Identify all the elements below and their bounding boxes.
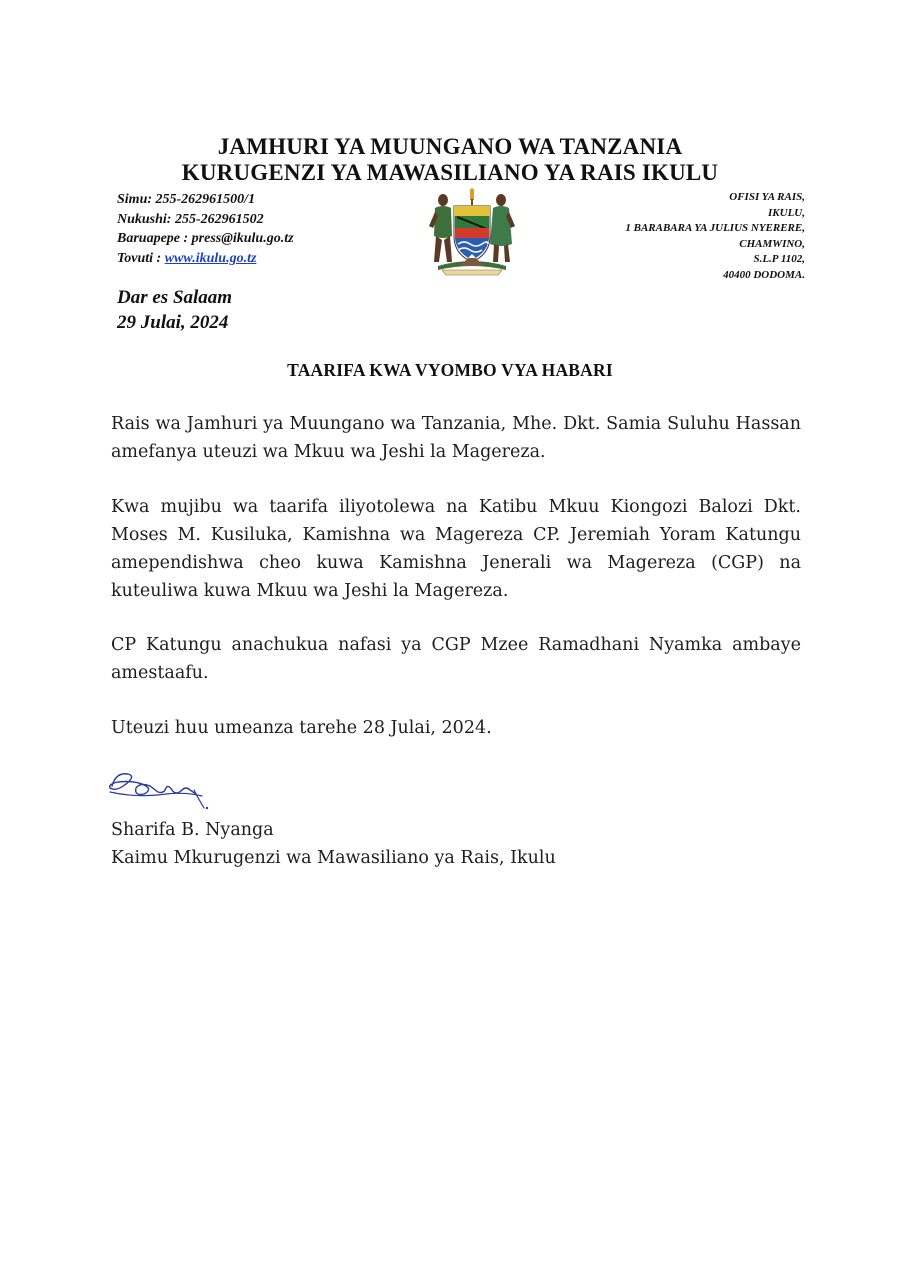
address-line: OFISI YA RAIS, [729,191,805,203]
body-paragraph-4: Uteuzi huu umeanza tarehe 28 Julai, 2024. [111,718,492,738]
contact-website-row [117,249,294,269]
place-date-block [117,285,232,335]
body-paragraph-1: Rais wa Jamhuri ya Muungano wa Tanzania, Mhe. Dkt. Samia Suluhu Hassan amefanya uteuzi wa Mkuu wa Jeshi la Magereza. [111,414,801,462]
address-block [625,190,805,284]
date: 29 Julai, 2024 [117,312,229,333]
contact-phone: Simu: 255-262961500/1 [117,192,256,207]
address-line: S.L.P 1102, [753,253,805,266]
signer-name: Sharifa B. Nyanga [111,820,274,840]
signer-block [111,816,556,872]
body-paragraph-3: CP Katungu anachukua nafasi ya CGP Mzee Ramadhani Nyamka ambaye amestaafu. [111,635,801,683]
contact-fax: Nukushi: 255-262961502 [117,211,264,227]
address-line: 40400 DODOMA. [723,268,805,281]
header-title-line1: JAMHURI YA MUUNGANO WA TANZANIA [217,134,683,159]
coat-of-arms-icon [424,186,520,276]
contact-website-label: Tovuti : [117,250,165,266]
contact-block [117,190,294,268]
body-paragraph-2: Kwa mujibu wa taarifa iliyotolewa na Katibu Mkuu Kiongozi Balozi Dkt. Moses M. Kusiluka, Kamishna wa Magereza CP. Jeremiah Yoram Katungu amependishwa cheo kuwa Kamishna Jenerali wa Magereza (CGP) na kuteuliwa kuwa Mkuu wa Jeshi la Magereza. [111,497,801,601]
document-heading: TAARIFA KWA VYOMBO VYA HABARI [287,360,613,380]
contact-email: Baruapepe : press@ikulu.go.tz [117,231,294,246]
place: Dar es Salaam [117,287,233,308]
signer-title: Kaimu Mkurugenzi wa Mawasiliano ya Rais, Ikulu [111,848,556,868]
address-line: 1 BARABARA YA JULIUS NYERERE, [625,222,805,235]
header-title-line2: KURUGENZI YA MAWASILIANO YA RAIS IKULU [181,160,719,185]
website-link[interactable]: www.ikulu.go.tz [164,250,257,266]
handwritten-signature-icon [106,764,216,814]
address-line: CHAMWINO, [739,237,805,250]
address-line: IKULU, [768,206,805,219]
